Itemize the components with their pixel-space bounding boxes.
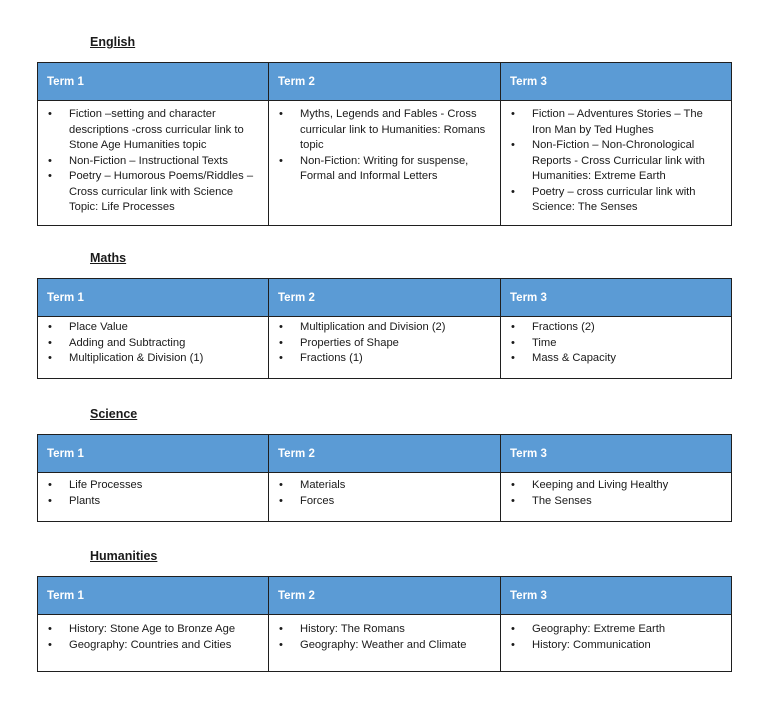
table-row <box>38 101 732 226</box>
table-header-row <box>38 63 732 101</box>
table-header-row <box>38 435 732 473</box>
list-item: • Fractions (2) <box>501 320 723 336</box>
list-item: • Keeping and Living Healthy <box>501 478 723 494</box>
list-item: • Properties of Shape <box>269 336 492 352</box>
list-item: • Geography: Extreme Earth <box>501 622 723 638</box>
term-1-cell <box>38 615 269 672</box>
term-2-cell <box>269 615 501 672</box>
maths-heading: Maths <box>90 251 127 265</box>
topic-list <box>501 107 731 216</box>
topic-list <box>38 478 268 509</box>
table-header-row <box>38 279 732 317</box>
english-table <box>37 62 732 226</box>
term-2-header: Term 2 <box>269 279 501 317</box>
term-3-header: Term 3 <box>501 63 732 101</box>
list-item: • Poetry – Humorous Poems/Riddles – Cross curricular link with Science Topic: Life Processes <box>38 169 260 216</box>
term-1-header: Term 1 <box>38 577 269 615</box>
list-item: • History: Stone Age to Bronze Age <box>38 622 260 638</box>
list-item: • Adding and Subtracting <box>38 336 260 352</box>
term-1-cell <box>38 473 269 522</box>
list-item: • Mass & Capacity <box>501 351 723 367</box>
maths-table <box>37 278 732 379</box>
list-item: • Fractions (1) <box>269 351 492 367</box>
table-header-row <box>38 577 732 615</box>
list-item: • Myths, Legends and Fables - Cross curricular link to Humanities: Romans topic <box>269 107 492 154</box>
list-item: • Place Value <box>38 320 260 336</box>
list-item: • History: Communication <box>501 638 723 654</box>
term-3-cell <box>501 473 732 522</box>
term-2-cell <box>269 101 501 226</box>
topic-list <box>269 107 500 185</box>
table-row <box>38 615 732 672</box>
list-item: • Non-Fiction – Instructional Texts <box>38 154 260 170</box>
list-item: • Non-Fiction – Non-Chronological Reports - Cross Curricular link with Humanities: Extreme Earth <box>501 138 723 185</box>
humanities-heading: Humanities <box>90 549 158 563</box>
term-2-cell <box>269 317 501 379</box>
topic-list <box>269 320 500 367</box>
humanities-table <box>37 576 732 672</box>
list-item: • Fiction –setting and character descriptions -cross curricular link to Stone Age Humanities topic <box>38 107 260 154</box>
list-item: • Multiplication & Division (1) <box>38 351 260 367</box>
term-1-cell <box>38 101 269 226</box>
term-2-header: Term 2 <box>269 435 501 473</box>
term-3-header: Term 3 <box>501 577 732 615</box>
term-3-header: Term 3 <box>501 279 732 317</box>
list-item: • Geography: Countries and Cities <box>38 638 260 654</box>
table-row <box>38 317 732 379</box>
term-3-cell <box>501 101 732 226</box>
topic-list <box>501 320 731 367</box>
term-2-cell <box>269 473 501 522</box>
term-3-header: Term 3 <box>501 435 732 473</box>
term-1-header: Term 1 <box>38 279 269 317</box>
list-item: • Life Processes <box>38 478 260 494</box>
list-item: • Plants <box>38 494 260 510</box>
term-2-header: Term 2 <box>269 63 501 101</box>
list-item: • Poetry – cross curricular link with Science: The Senses <box>501 185 723 216</box>
term-2-header: Term 2 <box>269 577 501 615</box>
list-item: • Materials <box>269 478 492 494</box>
term-1-header: Term 1 <box>38 435 269 473</box>
science-table <box>37 434 732 522</box>
topic-list <box>501 478 731 509</box>
term-3-cell <box>501 615 732 672</box>
list-item: • The Senses <box>501 494 723 510</box>
list-item: • Forces <box>269 494 492 510</box>
list-item: • Non-Fiction: Writing for suspense, Formal and Informal Letters <box>269 154 492 185</box>
term-1-header: Term 1 <box>38 63 269 101</box>
science-heading: Science <box>90 407 138 421</box>
topic-list <box>38 320 268 367</box>
topic-list <box>501 622 731 653</box>
table-row <box>38 473 732 522</box>
list-item: • History: The Romans <box>269 622 492 638</box>
topic-list <box>38 107 268 216</box>
topic-list <box>38 622 268 653</box>
topic-list <box>269 622 500 653</box>
list-item: • Time <box>501 336 723 352</box>
list-item: • Fiction – Adventures Stories – The Iron Man by Ted Hughes <box>501 107 723 138</box>
term-3-cell <box>501 317 732 379</box>
english-heading: English <box>90 35 136 49</box>
list-item: • Geography: Weather and Climate <box>269 638 492 654</box>
list-item: • Multiplication and Division (2) <box>269 320 492 336</box>
term-1-cell <box>38 317 269 379</box>
topic-list <box>269 478 500 509</box>
